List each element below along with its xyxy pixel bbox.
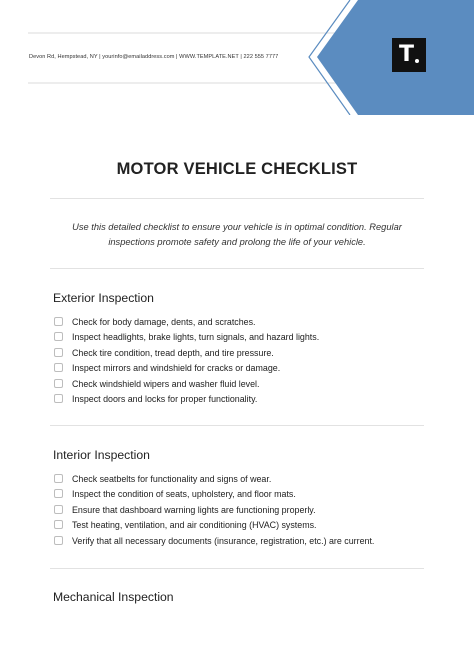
checkbox[interactable] bbox=[54, 536, 63, 545]
checkbox[interactable] bbox=[54, 363, 63, 372]
checkbox[interactable] bbox=[54, 332, 63, 341]
checklist-item-label: Check windshield wipers and washer fluid level. bbox=[72, 378, 260, 389]
checklist-item bbox=[53, 520, 374, 535]
checkbox[interactable] bbox=[54, 317, 63, 326]
checklist-item-label: Inspect the condition of seats, upholstery, and floor mats. bbox=[72, 489, 296, 500]
checklist-item bbox=[53, 474, 374, 489]
logo-dot bbox=[415, 59, 419, 63]
checklist-item-label: Check for body damage, dents, and scratches. bbox=[72, 317, 256, 327]
checklist-interior bbox=[53, 474, 374, 551]
intro-text: Use this detailed checklist to ensure your vehicle is in optimal condition. Regular inspections promote safety and prolong the life of your vehicle. bbox=[72, 222, 402, 247]
checklist-item bbox=[53, 379, 319, 394]
page-header bbox=[0, 0, 474, 115]
checkbox[interactable] bbox=[54, 505, 63, 514]
checklist-item-label: Inspect doors and locks for proper functionality. bbox=[72, 393, 258, 404]
checkbox[interactable] bbox=[54, 394, 63, 403]
checklist-item-label: Inspect headlights, brake lights, turn signals, and hazard lights. bbox=[72, 332, 320, 343]
checkbox[interactable] bbox=[54, 489, 63, 498]
checkbox[interactable] bbox=[54, 379, 63, 388]
section-title-mechanical: Mechanical Inspection bbox=[53, 590, 174, 604]
contact-info: Devon Rd, Hempstead, NY | yourinfo@emailaddress.com | WWW.TEMPLATE.NET | 222 555 7777 bbox=[29, 54, 279, 60]
checkbox[interactable] bbox=[54, 474, 63, 483]
checklist-item-label: Ensure that dashboard warning lights are functioning properly. bbox=[72, 504, 316, 515]
checklist-item bbox=[53, 505, 374, 520]
checklist-item bbox=[53, 348, 319, 363]
checklist-item-label: Check tire condition, tread depth, and tire pressure. bbox=[72, 347, 274, 358]
divider bbox=[50, 268, 424, 269]
checklist-item-label: Check seatbelts for functionality and signs of wear. bbox=[72, 474, 272, 484]
checkbox[interactable] bbox=[54, 520, 63, 529]
checklist-item-label: Test heating, ventilation, and air conditioning (HVAC) systems. bbox=[72, 520, 317, 531]
checklist-item bbox=[53, 363, 319, 378]
checklist-item bbox=[53, 489, 374, 504]
checklist-exterior bbox=[53, 317, 319, 409]
checkbox[interactable] bbox=[54, 348, 63, 357]
logo-letter: T bbox=[398, 42, 414, 67]
checklist-item-label: Verify that all necessary documents (insurance, registration, etc.) are current. bbox=[72, 535, 375, 546]
section-title-interior: Interior Inspection bbox=[53, 448, 150, 462]
checklist-item bbox=[53, 394, 319, 409]
divider bbox=[50, 425, 424, 426]
divider bbox=[50, 568, 424, 569]
checklist-item bbox=[53, 317, 319, 332]
page-title: MOTOR VEHICLE CHECKLIST bbox=[116, 160, 358, 178]
section-title-exterior: Exterior Inspection bbox=[53, 291, 154, 305]
checklist-item bbox=[53, 536, 374, 551]
company-logo bbox=[392, 38, 426, 72]
divider bbox=[50, 198, 424, 199]
checklist-item bbox=[53, 332, 319, 347]
checklist-item-label: Inspect mirrors and windshield for cracks or damage. bbox=[72, 363, 281, 374]
